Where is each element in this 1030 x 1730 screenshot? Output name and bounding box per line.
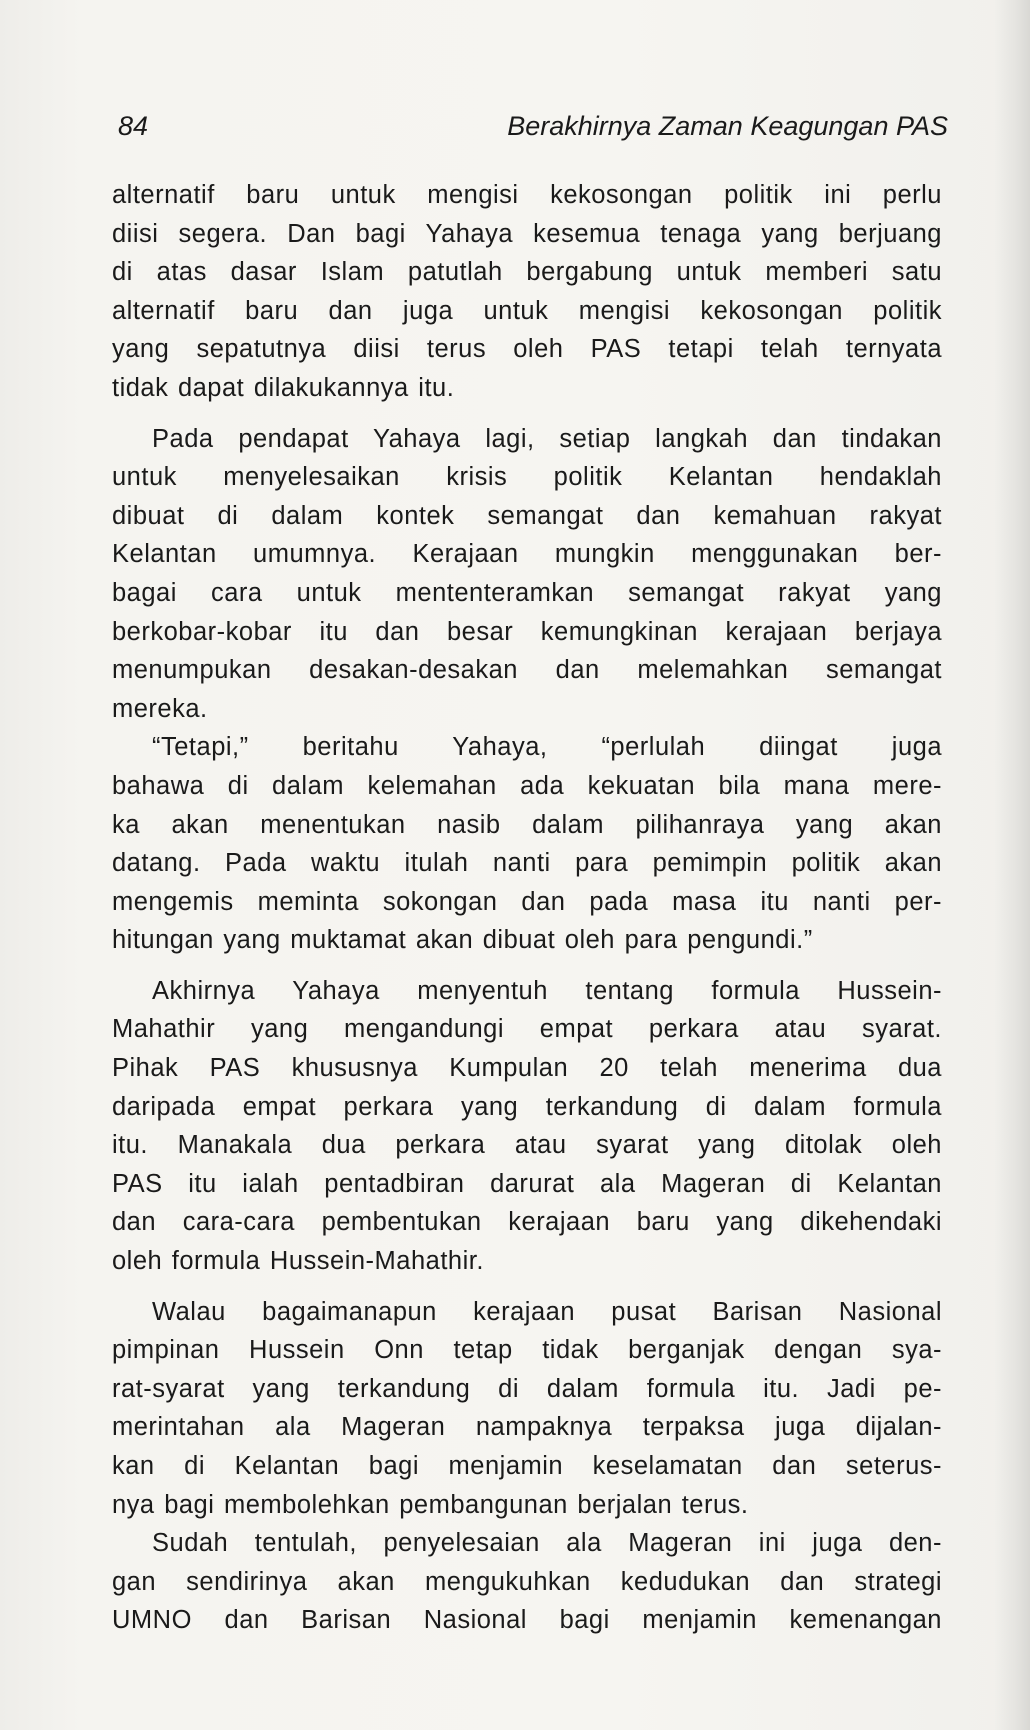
text-line: berkobar-kobar itu dan besar kemungkinan kerajaan berjaya: [112, 617, 942, 646]
paragraph-3: [112, 728, 942, 960]
text-line: Pada pendapat Yahaya lagi, setiap langkah dan tindakan: [152, 424, 942, 453]
text-line: Pihak PAS khususnya Kumpulan 20 telah menerima dua: [112, 1054, 942, 1083]
text-line: Sudah tentulah, penyelesaian ala Mageran ini juga den-: [152, 1529, 942, 1558]
text-line: daripada empat perkara yang terkandung di dalam formula: [112, 1092, 942, 1121]
text-line: rat-syarat yang terkandung di dalam formula itu. Jadi pe-: [112, 1374, 942, 1403]
text-line: ka akan menentukan nasib dalam pilihanraya yang akan: [112, 810, 942, 839]
paragraph-6: [112, 1524, 942, 1640]
text-line: itu. Manakala dua perkara atau syarat yang ditolak oleh: [112, 1131, 942, 1160]
text-line: datang. Pada waktu itulah nanti para pemimpin politik akan: [112, 849, 942, 878]
text-line: mereka.: [112, 694, 208, 723]
paragraph-gap: [112, 960, 942, 972]
text-line: tidak dapat dilakukannya itu.: [112, 373, 455, 402]
paragraph-4: [112, 972, 942, 1281]
text-line: yang sepatutnya diisi terus oleh PAS tetapi telah ternyata: [112, 335, 942, 364]
text-line: Mahathir yang mengandungi empat perkara atau syarat.: [112, 1015, 942, 1044]
text-line: nya bagi membolehkan pembangunan berjalan terus.: [112, 1490, 749, 1519]
text-line: bahawa di dalam kelemahan ada kekuatan bila mana mere-: [112, 771, 942, 800]
text-line: di atas dasar Islam patutlah bergabung untuk memberi satu: [112, 258, 942, 287]
paragraph-1: [112, 176, 942, 408]
running-header: [118, 106, 948, 146]
page-edge-shadow: [994, 0, 1030, 1730]
text-line: untuk menyelesaikan krisis politik Kelantan hendaklah: [112, 463, 942, 492]
text-line: oleh formula Hussein-Mahathir.: [112, 1247, 484, 1276]
paragraph-gap: [112, 1281, 942, 1293]
text-line: pimpinan Hussein Onn tetap tidak berganjak dengan sya-: [112, 1336, 942, 1365]
page-number: 84: [118, 111, 149, 141]
text-line: alternatif baru untuk mengisi kekosongan politik ini perlu: [112, 181, 942, 209]
text-line: mengemis meminta sokongan dan pada masa itu nanti per-: [112, 887, 942, 916]
text-line: kan di Kelantan bagi menjamin keselamatan dan seterus-: [112, 1452, 942, 1480]
text-line: Akhirnya Yahaya menyentuh tentang formula Hussein-: [152, 976, 942, 1005]
text-line: diisi segera. Dan bagi Yahaya kesemua tenaga yang berjuang: [112, 219, 942, 248]
paragraph-2: [112, 420, 942, 729]
paragraph-gap: [112, 408, 942, 420]
text-line: gan sendirinya akan mengukuhkan kedudukan dan strategi: [112, 1567, 942, 1596]
paragraph-5: [112, 1293, 942, 1525]
text-line: PAS itu ialah pentadbiran darurat ala Mageran di Kelantan: [112, 1169, 942, 1198]
text-line: UMNO dan Barisan Nasional bagi menjamin kemenangan: [112, 1606, 942, 1635]
text-line: merintahan ala Mageran nampaknya terpaksa juga dijalan-: [112, 1413, 942, 1442]
text-line: dan cara-cara pembentukan kerajaan baru yang dikehendaki: [112, 1208, 942, 1237]
text-line: alternatif baru dan juga untuk mengisi kekosongan politik: [112, 296, 942, 325]
text-line: Walau bagaimanapun kerajaan pusat Barisan Nasional: [152, 1297, 942, 1326]
text-line: Kelantan umumnya. Kerajaan mungkin menggunakan ber-: [112, 540, 942, 569]
body-text: [112, 176, 942, 1640]
text-line: menumpukan desakan-desakan dan melemahkan semangat: [112, 656, 942, 685]
text-line: “Tetapi,” beritahu Yahaya, “perlulah diingat juga: [152, 733, 942, 762]
text-line: bagai cara untuk mententeramkan semangat rakyat yang: [112, 578, 942, 607]
text-line: dibuat di dalam kontek semangat dan kemahuan rakyat: [112, 501, 942, 530]
running-header-title: Berakhirnya Zaman Keagungan PAS: [507, 111, 948, 141]
text-line: hitungan yang muktamat akan dibuat oleh para pengundi.”: [112, 926, 813, 955]
